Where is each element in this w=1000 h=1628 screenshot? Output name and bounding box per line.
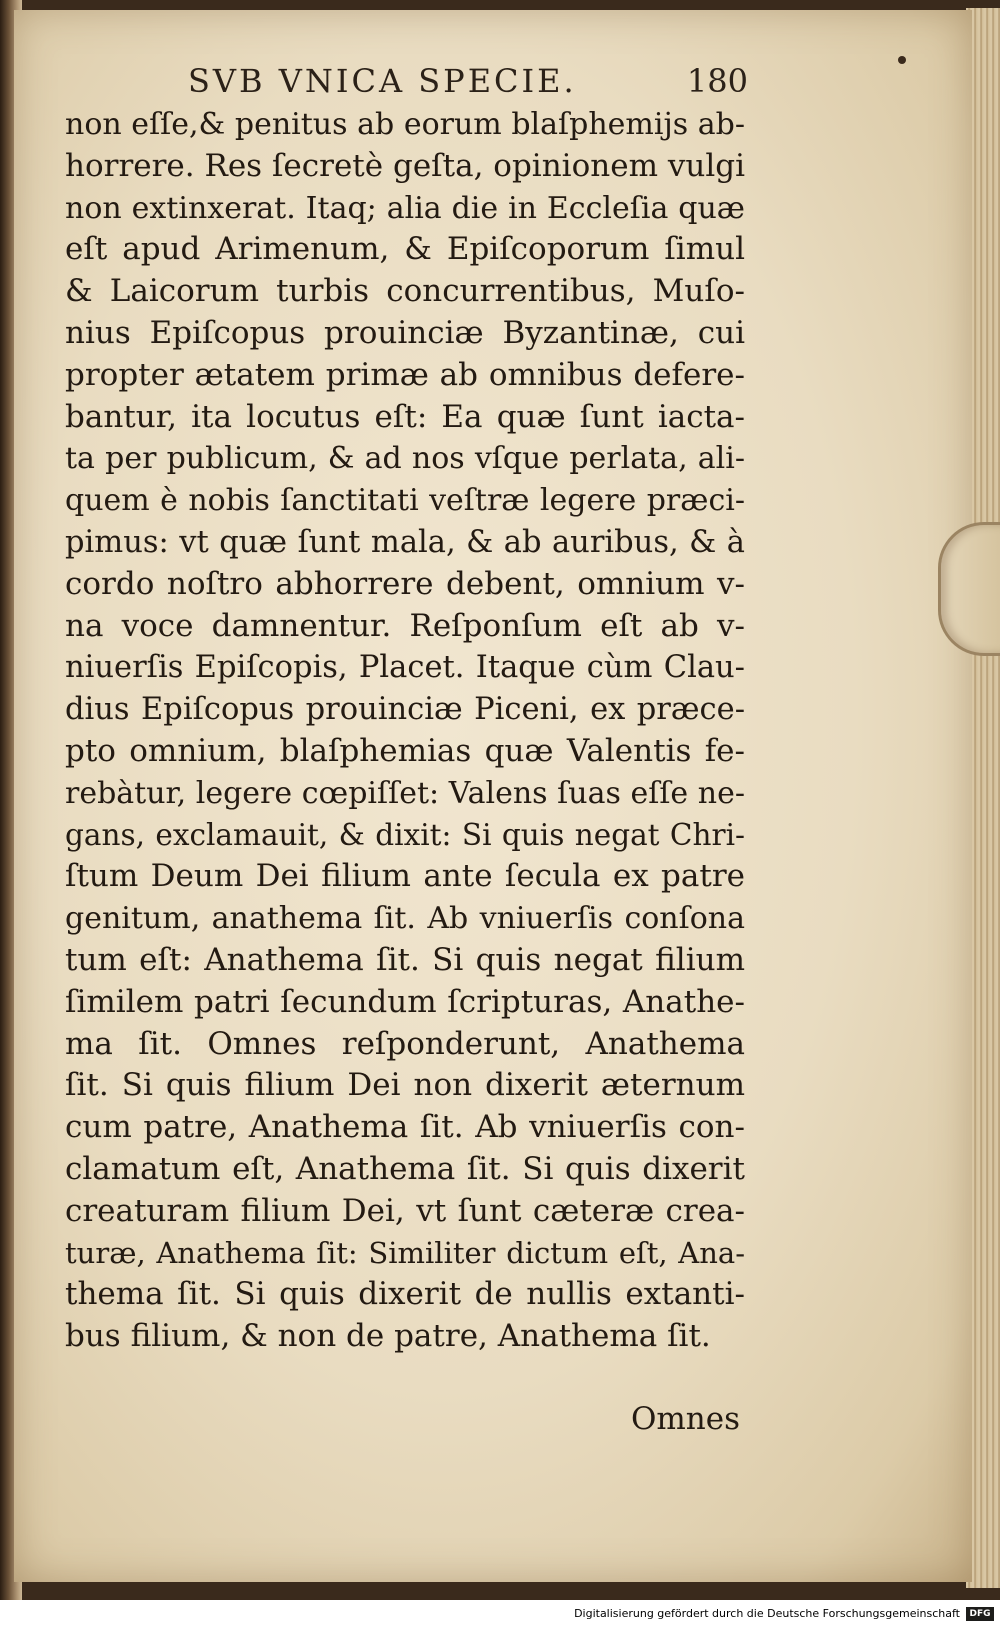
page-number: 180 <box>686 62 748 100</box>
text-line: ta per publicum, & ad nos vſque perlata, ali- <box>65 441 745 477</box>
text-line: genitum, anathema ſit. Ab vniuerſis conſona <box>65 901 745 937</box>
text-line: na voce damnentur. Reſponſum eſt ab v- <box>65 607 745 644</box>
text-line: & Laicorum turbis concurrentibus, Muſo- <box>65 273 745 310</box>
text-line: propter ætatem primæ ab omnibus defere- <box>65 356 745 393</box>
text-line: gans, exclamauit, & dixit: Si quis negat Chri- <box>65 817 745 852</box>
text-line: ſit. Si quis filium Dei non dixerit æternum <box>65 1067 745 1104</box>
text-line: nius Epiſcopus prouinciæ Byzantinæ, cui <box>65 314 745 351</box>
digitization-note: Digitalisierung gefördert durch die Deutsche Forschungsgemeinschaft <box>574 1607 960 1620</box>
text-line: bantur, ita locutus eſt: Ea quæ ſunt iacta- <box>65 398 745 435</box>
text-line: rebàtur, legere cœpiſſet: Valens ſuas eſſe ne- <box>65 775 745 811</box>
clasp-ribbon <box>938 522 1000 656</box>
text-line: niuerſis Epiſcopis, Placet. Itaque cùm Clau- <box>65 650 745 686</box>
text-line: ſimilem patri ſecundum ſcripturas, Anathe- <box>65 983 745 1020</box>
text-line: dius Epiſcopus prouinciæ Piceni, ex præce- <box>65 692 745 728</box>
footer-bar <box>0 1600 1000 1628</box>
text-line: pimus: vt quæ ſunt mala, & ab auribus, & à <box>65 524 745 560</box>
text-line: tum eſt: Anathema ſit. Si quis negat filium <box>65 941 745 978</box>
text-line: non eſſe,& penitus ab eorum blaſphemijs ab- <box>65 107 745 142</box>
text-line: horrere. Res ſecretè geſta, opinionem vulgi <box>65 147 745 184</box>
text-line: cum patre, Anathema ſit. Ab vniuerſis con- <box>65 1109 745 1146</box>
running-title: SVB VNICA SPECIE. <box>188 62 577 100</box>
text-line: pto omnium, blaſphemias quæ Valentis fe- <box>65 732 745 769</box>
text-line: eſt apud Arimenum, & Epiſcoporum ſimul <box>65 231 745 268</box>
text-line: non extinxerat. Itaq; alia die in Eccleſia quæ <box>65 190 745 226</box>
ink-spot <box>898 56 906 64</box>
body-text <box>65 104 745 1358</box>
text-line: cordo noſtro abhorrere debent, omnium v- <box>65 565 745 602</box>
running-header <box>188 62 748 102</box>
catchword: Omnes <box>630 1401 740 1437</box>
text-line: quem è nobis ſanctitati veſtræ legere præci- <box>65 483 745 519</box>
text-line: thema ſit. Si quis dixerit de nullis extanti- <box>65 1276 745 1313</box>
text-line: ma ſit. Omnes reſponderunt, Anathema <box>65 1025 745 1062</box>
text-line: turæ, Anathema ſit: Similiter dictum eſt, Ana- <box>65 1235 745 1270</box>
text-line: ſtum Deum Dei filium ante ſecula ex patre <box>65 858 745 895</box>
text-line: clamatum eſt, Anathema ſit. Si quis dixerit <box>65 1150 745 1187</box>
dfg-logo[interactable]: DFG <box>966 1607 994 1621</box>
text-line: creaturam filium Dei, vt ſunt cæteræ crea- <box>65 1192 745 1229</box>
text-line: bus filium, & non de patre, Anathema ſit. <box>65 1318 711 1355</box>
